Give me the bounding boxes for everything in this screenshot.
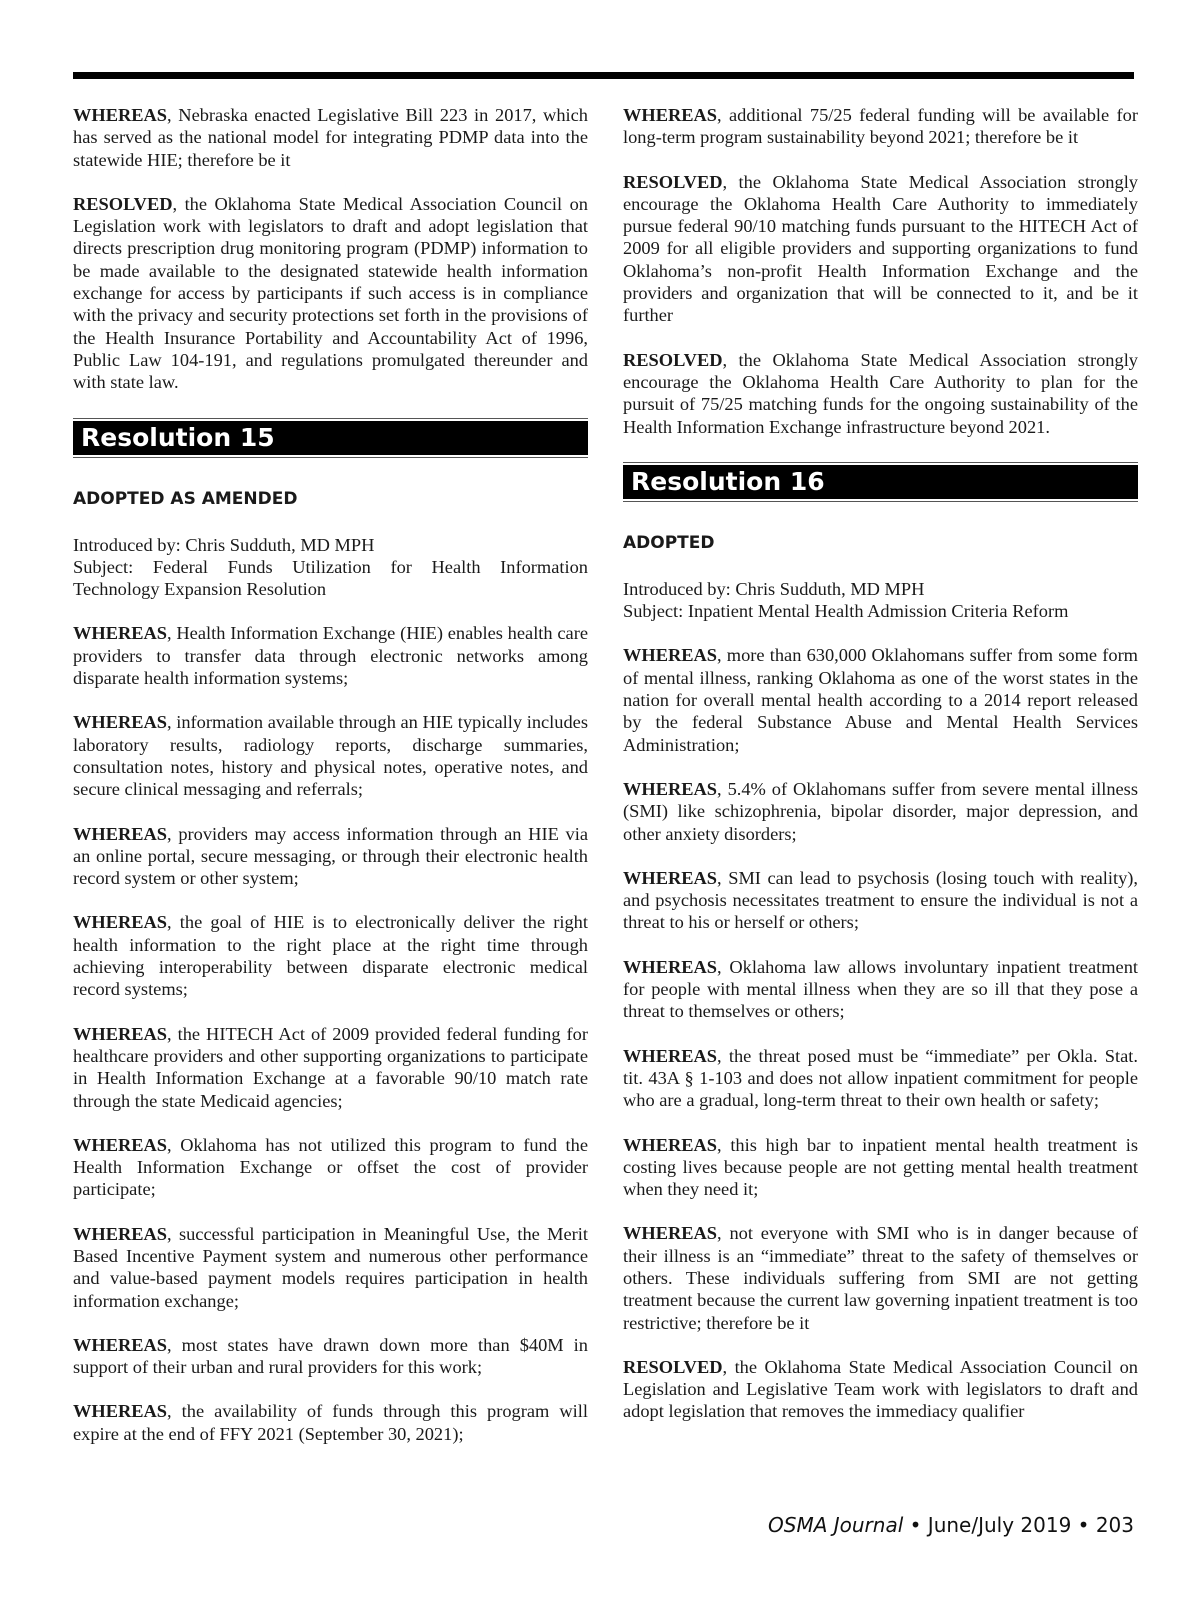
subject: Subject: Inpatient Mental Health Admission Criteria Reform bbox=[623, 601, 1069, 622]
paragraph: WHEREAS, the goal of HIE is to electronically deliver the right health information to the right place at the right time through achieving interoperability between disparate electronic medical record systems; bbox=[73, 912, 588, 1000]
paragraph: WHEREAS, the availability of funds through this program will expire at the end of FFY 2021 (September 30, 2021); bbox=[73, 1401, 588, 1444]
paragraph: RESOLVED, the Oklahoma State Medical Association Council on Legislation work with legislators to draft and adopt legislation that directs prescription drug monitoring program (PDMP) information to be made available to the designated statewide health information exchange for access by participants if such access is in compliance with the privacy and security protections set forth in the provisions of the Health Insurance Portability and Accountability Act of 1996, Public Law 104-191, and regulations promulgated thereunder and with state law. bbox=[73, 193, 588, 393]
left-column bbox=[73, 104, 588, 1467]
resolution-16-header bbox=[623, 462, 1138, 502]
resolution-15-info bbox=[73, 534, 588, 601]
introduced-by: Introduced by: Chris Sudduth, MD MPH bbox=[73, 534, 375, 555]
paragraph: WHEREAS, Health Information Exchange (HIE) enables health care providers to transfer data through electronic networks among disparate health information systems; bbox=[73, 623, 588, 689]
right-column bbox=[623, 104, 1138, 1445]
paragraph: WHEREAS, not everyone with SMI who is in danger because of their illness is an “immediate” threat to the safety of themselves or others. These individuals suffering from SMI are not getting treatment because the current law governing inpatient treatment is too restrictive; therefore be it bbox=[623, 1223, 1138, 1333]
paragraph: WHEREAS, the threat posed must be “immediate” per Okla. Stat. tit. 43A § 1-103 and does not allow inpatient commitment for people who are a gradual, long-term threat to their own health or safety; bbox=[623, 1045, 1138, 1111]
paragraph: WHEREAS, most states have drawn down more than $40M in support of their urban and rural providers for this work; bbox=[73, 1334, 588, 1378]
introduced-by: Introduced by: Chris Sudduth, MD MPH bbox=[623, 578, 925, 599]
paragraph: WHEREAS, additional 75/25 federal funding will be available for long-term program sustainability beyond 2021; therefore be it bbox=[623, 105, 1138, 148]
paragraph: RESOLVED, the Oklahoma State Medical Association strongly encourage the Oklahoma Health Care Authority to plan for the pursuit of 75/25 matching funds for the ongoing sustainability of the Health Information Exchange infrastructure beyond 2021. bbox=[623, 349, 1138, 437]
resolution-16-status: ADOPTED bbox=[623, 532, 715, 553]
paragraph: WHEREAS, providers may access information through an HIE via an online portal, secure messaging, or through their electronic health record system or other system; bbox=[73, 823, 588, 889]
resolution-15-title: Resolution 15 bbox=[73, 421, 588, 455]
paragraph: WHEREAS, successful participation in Meaningful Use, the Merit Based Incentive Payment system and numerous other performance and value-based payment models requires participation in health information exchange; bbox=[73, 1223, 588, 1311]
paragraph: WHEREAS, the HITECH Act of 2009 provided federal funding for healthcare providers and other supporting organizations to participate in Health Information Exchange at a favorable 90/10 match rate through the state Medicaid agencies; bbox=[73, 1023, 588, 1111]
paragraph: WHEREAS, 5.4% of Oklahomans suffer from severe mental illness (SMI) like schizophrenia, bipolar disorder, major depression, and other anxiety disorders; bbox=[623, 778, 1138, 844]
issue-and-page: • June/July 2019 • 203 bbox=[903, 1513, 1134, 1537]
subject: Subject: Federal Funds Utilization for Health Information Technology Expansion Resolution bbox=[73, 556, 588, 600]
paragraph: WHEREAS, information available through an HIE typically includes laboratory results, radiology reports, discharge summaries, consultation notes, history and physical notes, operative notes, and secure clinical messaging and referrals; bbox=[73, 712, 588, 800]
top-rule bbox=[73, 72, 1134, 79]
paragraph: WHEREAS, Nebraska enacted Legislative Bill 223 in 2017, which has served as the national model for integrating PDMP data into the statewide HIE; therefore be it bbox=[73, 105, 588, 170]
journal-name: OSMA Journal bbox=[768, 1513, 904, 1537]
resolution-15-header bbox=[73, 418, 588, 458]
page-footer bbox=[768, 1512, 1134, 1538]
resolution-16-info bbox=[623, 578, 1138, 623]
resolution-16-title: Resolution 16 bbox=[623, 465, 1138, 499]
paragraph: RESOLVED, the Oklahoma State Medical Association Council on Legislation and Legislative Team work with legislators to draft and adopt legislation that removes the immediacy qualifier bbox=[623, 1356, 1138, 1422]
paragraph: RESOLVED, the Oklahoma State Medical Association strongly encourage the Oklahoma Health Care Authority to immediately pursue federal 90/10 matching funds pursuant to the HITECH Act of 2009 for all eligible providers and supporting organizations to fund Oklahoma’s non-profit Health Information Exchange and the providers and organization that will be connected to it, and be it further bbox=[623, 171, 1138, 326]
paragraph: WHEREAS, Oklahoma has not utilized this program to fund the Health Information Exchange or offset the cost of provider participate; bbox=[73, 1134, 588, 1200]
resolution-15-status: ADOPTED AS AMENDED bbox=[73, 488, 298, 509]
paragraph: WHEREAS, SMI can lead to psychosis (losing touch with reality), and psychosis necessitates treatment to ensure the individual is not a threat to his or herself or others; bbox=[623, 867, 1138, 933]
paragraph: WHEREAS, this high bar to inpatient mental health treatment is costing lives because people are not getting mental health treatment when they need it; bbox=[623, 1134, 1138, 1200]
paragraph: WHEREAS, Oklahoma law allows involuntary inpatient treatment for people with mental illness when they are so ill that they pose a threat to themselves or others; bbox=[623, 956, 1138, 1022]
paragraph: WHEREAS, more than 630,000 Oklahomans suffer from some form of mental illness, ranking Oklahoma as one of the worst states in the nation for overall mental health according to a 2014 report released by the federal Substance Abuse and Mental Health Services Administration; bbox=[623, 645, 1138, 755]
